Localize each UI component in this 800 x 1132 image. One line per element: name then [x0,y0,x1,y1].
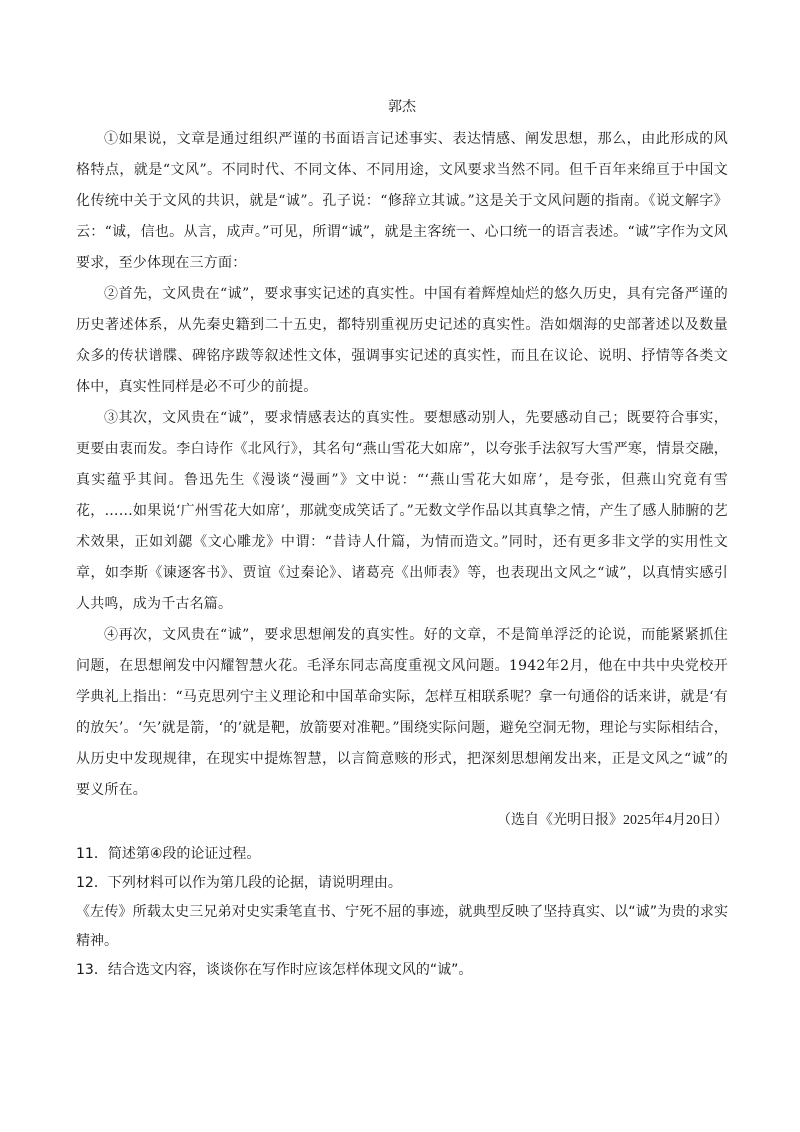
paragraph-3: ③其次，文风贵在“诚”，要求情感表达的真实性。要想感动别人，先要感动自己；既要符合事实，更要由衷而发。李白诗作《北风行》，其名句“燕山雪花大如席”，以夸张手法叙写大雪严寒，情景交融，真实蕴乎其间。鲁迅先生《漫谈“漫画”》文中说：“‘燕山雪花大如席’，是夸张，但燕山究竟有雪花，……如果说‘广州雪花大如席’，那就变成笑话了。”无数文学作品以其真挚之情，产生了感人肺腑的艺术效果，正如刘勰《文心雕龙》中谓：“昔诗人什篇，为情而造文。”同时，还有更多非文学的实用性文章，如李斯《谏逐客书》、贾谊《过秦论》、诸葛亮《出师表》等，也表现出文风之“诚”，以真情实感引人共鸣，成为千古名篇。 [76,410,728,612]
question-12: 12．下列材料可以作为第几段的论据，请说明理由。 [76,875,402,891]
paragraph-1: ①如果说，文章是通过组织严谨的书面语言记述事实、表达情感、阐发思想，那么，由此形成的风格特点，就是“文风”。不同时代、不同文体、不同用途，文风要求当然不同。但千百年来绵亘于中国文化传统中关于文风的共识，就是“诚”。孔子说：“修辞立其诚。”这是关于文风问题的指南。《说文解字》云：“诚，信也。从言，成声。”可见，所谓“诚”，就是主客统一、心口统一的语言表述。“诚”字作为文风要求，至少体现在三方面： [76,131,728,271]
question-13: 13．结合选文内容，谈谈你在写作时应该怎样体现文风的“诚”。 [76,962,473,978]
source-citation: （选自《光明日报》2025年4月20日） [497,813,728,828]
paragraph-2: ②首先，文风贵在“诚”，要求事实记述的真实性。中国有着辉煌灿烂的悠久历史，具有完备严谨的历史著述体系，从先秦史籍到二十五史，都特别重视历史记述的真实性。浩如烟海的史部著述以及数量众多的传状谱牒、碑铭序跋等叙述性文体，强调事实记述的真实性，而且在议论、说明、抒情等各类文体中，真实性同样是必不可少的前提。 [76,286,728,395]
author-name: 郭杰 [388,99,416,115]
paragraph-4: ④再次，文风贵在“诚”，要求思想阐发的真实性。好的文章，不是简单浮泛的论说，而能紧紧抓住问题，在思想阐发中闪耀智慧火花。毛泽东同志高度重视文风问题。1942年2月，他在中共中央党校开学典礼上指出：“马克思列宁主义理论和中国革命实际，怎样互相联系呢？拿一句通俗的话来讲，就是‘有的放矢’。‘矢’就是箭，‘的’就是靶，放箭要对准靶。”围绕实际问题，避免空洞无物，理论与实际相结合，从历史中发现规律，在现实中提炼智慧，以言简意赅的形式，把深刻思想阐发出来，正是文风之“诚”的要义所在。 [76,627,728,798]
question-12-material: 《左传》所载太史三兄弟对史实秉笔直书、宁死不屈的事迹，就典型反映了坚持真实、以“诚”为贵的求实精神。 [76,904,728,949]
question-11: 11．简述第④段的论证过程。 [76,846,261,862]
